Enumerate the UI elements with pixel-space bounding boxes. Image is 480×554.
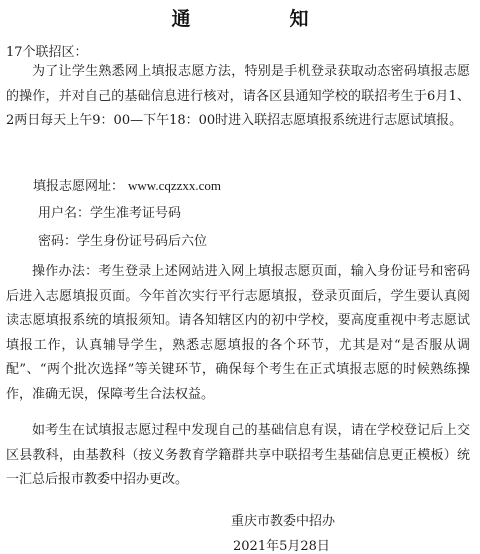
paragraph-correction: 如考生在试填报志愿过程中发现自己的基础信息有误，请在学校登记后上交区县教科，由基教科（按义务教育学籍群共享中联招考生基础信息更正模板）统一汇总后报市教委中招办更改。 <box>6 423 470 487</box>
signature: 重庆市教委中招办 <box>231 514 336 529</box>
url-link[interactable]: www.cqzzxx.com <box>128 178 222 193</box>
document-title: 通 知 <box>171 8 349 30</box>
salutation: 17个联招区： <box>6 45 88 60</box>
url-line <box>33 176 221 197</box>
document-date: 2021年5月28日 <box>233 539 330 554</box>
password-line: 密码：学生身份证号码后六位 <box>38 234 208 249</box>
username-line: 用户名：学生准考证号码 <box>38 206 182 221</box>
paragraph-instructions: 操作办法：考生登录上述网站进入网上填报志愿页面，输入身份证号和密码后进入志愿填报页面。今年首次实行平行志愿填报，登录页面后，学生要认真阅读志愿填报系统的填报须知。请各知辖区内的初中学校，要高度重视中考志愿试填报工作，认真辅导学生，熟悉志愿填报的各个环节，尤其是对“是否服从调配”、“两个批次选择”等关键环节，确保每个考生在正式填报志愿的时候熟练操作，准确无误，保障考生合法权益。 <box>6 264 470 402</box>
url-label: 填报志愿网址： <box>33 179 125 194</box>
paragraph-intro: 为了让学生熟悉网上填报志愿方法，特别是手机登录获取动态密码填报志愿的操作，并对自己的基础信息进行核对，请各区县通知学校的联招考生于6月1、2两日每天上午9：00—下午18：00时进入联招志愿填报系统进行志愿试填报。 <box>6 64 470 128</box>
